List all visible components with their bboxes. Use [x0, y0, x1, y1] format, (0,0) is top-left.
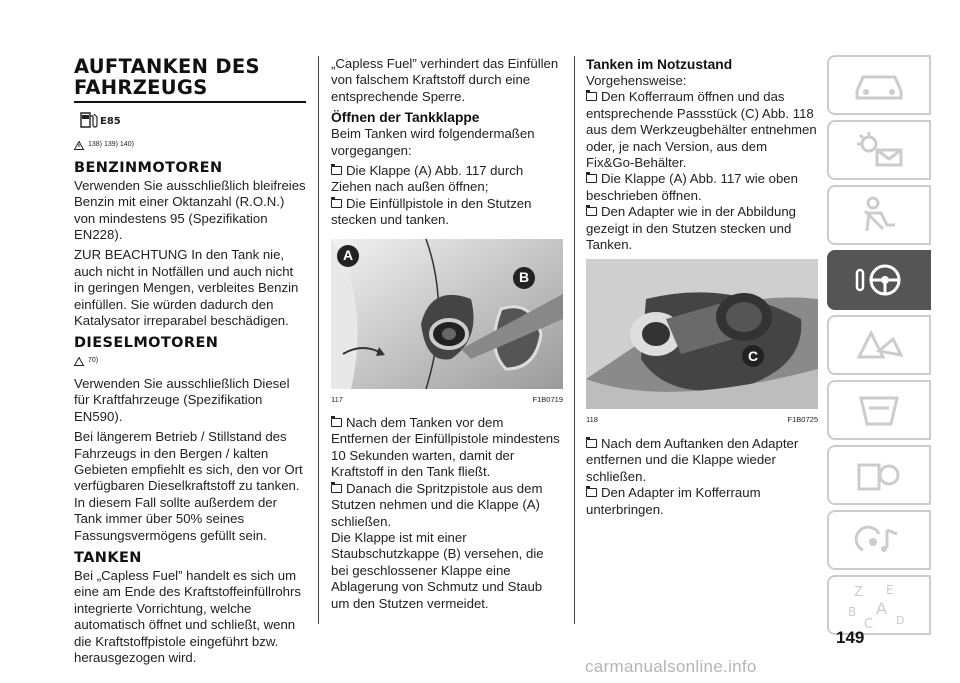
paragraph: Verwenden Sie ausschließlich Diesel für Kraftfahrzeuge (Spezifikation EN590). — [74, 375, 290, 424]
list-item: Nach dem Auftanken den Adapter entfernen und die Klappe wieder schließen. — [586, 435, 799, 484]
figure-117-image — [331, 239, 563, 389]
label-b: B — [513, 267, 535, 289]
list-item: Die Klappe (A) Abb. 117 durch Ziehen nach außen öffnen; — [331, 163, 524, 195]
emergency-icon[interactable] — [827, 315, 931, 375]
paragraph: Bei längerem Betrieb / Stillstand des Fahrzeugs in den Bergen / kalten Gebieten empfiehlt es sich, den vor Ort verfügbaren Dieselkraftstoff zu tanken. In diesem Fall sollte außerdem der Tank immer über 50% seines Fassungsvermögens gefüllt sein. — [74, 429, 303, 543]
driving-icon[interactable] — [827, 250, 931, 310]
chapter-tabs — [827, 55, 931, 640]
paragraph: Verwenden Sie ausschließlich bleifreies Benzin mit einer Oktanzahl (R.O.N.) von mindestens 95 (Spezifikation EN228). — [74, 177, 306, 243]
figure-caption — [586, 412, 818, 428]
warning-hand-icon — [74, 357, 84, 366]
column-divider — [574, 56, 575, 624]
svg-text:E85: E85 — [100, 116, 121, 127]
warning-triangle-icon — [74, 141, 84, 150]
page-title: AUFTANKEN DES FAHRZEUGS — [74, 55, 260, 99]
page-number: 149 — [836, 628, 865, 647]
subheading-tankklappe: Öffnen der Tankklappe — [331, 110, 480, 126]
paragraph: Die Klappe ist mit einer Staubschutzkappe (B) versehen, die bei geschlossener Klappe eine Ablagerung von Schmutz und Staub um den Stutzen vermeidet. — [331, 529, 544, 611]
bullet-icon — [331, 199, 342, 208]
label-a: A — [337, 245, 359, 267]
bullet-icon — [586, 488, 597, 497]
heading-dieselmotoren: DIESELMOTOREN — [74, 335, 219, 352]
bullet-icon — [331, 484, 342, 493]
heading-tanken: TANKEN — [74, 549, 142, 566]
svg-text:E: E — [886, 583, 894, 597]
title-rule — [74, 101, 306, 103]
subheading-notzustand: Tanken im Notzustand — [586, 57, 733, 72]
figure-code: F1B0719 — [532, 394, 563, 404]
index-icon[interactable] — [827, 575, 931, 635]
warning-references — [74, 137, 306, 153]
list-item: Nach dem Tanken vor dem Entfernen der Einfüllpistole mindestens 10 Sekunden warten, damit der Kraftstoff in den Tank fließt. — [331, 415, 560, 480]
lights-warnings-icon[interactable] — [827, 120, 931, 180]
bullet-icon — [586, 207, 597, 216]
column-2 — [331, 56, 563, 616]
figure-caption — [331, 392, 563, 408]
reference-numbers: 138) 139) 140) — [88, 141, 134, 149]
safety-icon[interactable] — [827, 185, 931, 245]
svg-text:Z: Z — [854, 585, 863, 600]
figure-number: 117 — [331, 394, 343, 404]
svg-text:C: C — [864, 617, 874, 632]
bullet-icon — [331, 418, 342, 427]
bullet-icon — [331, 166, 342, 175]
column-divider — [318, 56, 319, 624]
maintenance-icon[interactable] — [827, 380, 931, 440]
bullet-icon — [586, 92, 597, 101]
list-item: Die Einfüllpistole in den Stutzen stecken und tanken. — [331, 195, 532, 228]
watermark: carmanualsonline.info — [585, 657, 757, 676]
figure-118-image — [586, 259, 818, 409]
list-item: Danach die Spritzpistole aus dem Stutzen nehmen und die Klappe (A) schließen. — [331, 480, 543, 529]
car-overview-icon[interactable] — [827, 55, 931, 115]
paragraph: Beim Tanken wird folgendermaßen vorgegangen: — [331, 126, 535, 158]
column-3 — [586, 56, 818, 518]
bullet-icon — [586, 439, 597, 448]
list-item: Die Klappe (A) Abb. 117 wie oben beschrieben öffnen. — [586, 171, 798, 203]
bullet-icon — [586, 174, 597, 183]
paragraph: Bei „Capless Fuel” handelt es sich um eine am Ende des Kraftstoffeinfüllrohrs integrierte Vorrichtung, welche automatisch öffnet und schließt, wenn die Kraftstoffpistole eingeführt bzw. herausgezogen wird. — [74, 567, 302, 665]
figure-number: 118 — [586, 415, 598, 425]
fuel-pump-icon — [78, 109, 306, 135]
label-c: C — [742, 345, 764, 367]
heading-benzinmotoren: BENZINMOTOREN — [74, 159, 223, 176]
svg-text:D: D — [896, 614, 905, 627]
warning-references — [74, 353, 306, 369]
multimedia-icon[interactable] — [827, 510, 931, 570]
column-1 — [74, 56, 306, 670]
paragraph: „Capless Fuel” verhindert das Einfüllen von falschem Kraftstoff durch eine entsprechende Sperre. — [331, 56, 559, 104]
reference-numbers: 70) — [88, 357, 99, 365]
svg-text:A: A — [876, 599, 887, 618]
figure-code: F1B0725 — [787, 415, 818, 425]
svg-text:B: B — [848, 605, 857, 619]
technical-data-icon[interactable] — [827, 445, 931, 505]
paragraph: ZUR BEACHTUNG In den Tank nie, auch nicht in Notfällen und auch nicht in geringen Mengen, verbleites Benzin einfüllen. Sie würden dadurch den Katalysator irreparabel beschädigen. — [74, 247, 299, 329]
list-item: Den Adapter im Kofferraum unterbringen. — [586, 485, 761, 517]
list-item: Den Kofferraum öffnen und das entsprechende Passstück (C) Abb. 118 aus dem Werkzeugbehälter entnehmen oder, je nach Version, aus dem Fix&Go-Behälter. — [586, 89, 817, 171]
paragraph: Vorgehensweise: — [586, 73, 687, 88]
list-item: Den Adapter wie in der Abbildung gezeigt in den Stutzen stecken und Tanken. — [586, 204, 797, 253]
